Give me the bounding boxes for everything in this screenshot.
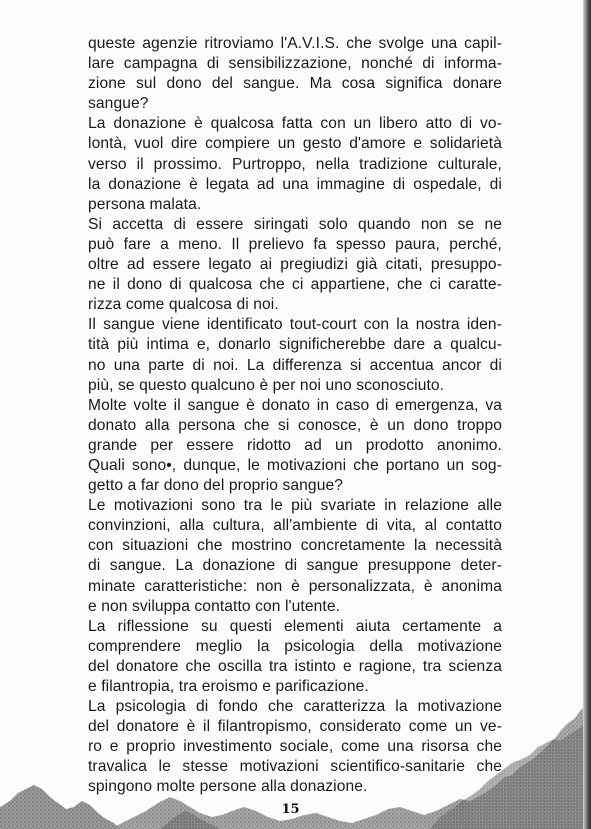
text-line: minate caratteristiche: non è personalizzata, è anonima bbox=[88, 577, 502, 595]
text-line: tità più intima e, donarlo significherebbe dare a qualcu- bbox=[88, 336, 502, 354]
text-line: queste agenzie ritroviamo l'A.V.I.S. che svolge una capil- bbox=[88, 35, 502, 52]
paragraph bbox=[88, 315, 502, 395]
paragraph bbox=[88, 215, 502, 315]
text-line: Le motivazioni sono tra le più svariate in relazione alle bbox=[88, 497, 502, 515]
paragraph bbox=[88, 496, 502, 617]
text-line: lontà, vuol dire compiere un gesto d'amore e solidarietà bbox=[88, 135, 502, 153]
text-line: lare campagna di sensibilizzazione, nonché di informa- bbox=[88, 55, 502, 73]
text-line: comprendere meglio la psicologia della motivazione bbox=[88, 637, 502, 655]
page-edge-shadow bbox=[583, 0, 591, 829]
paragraph bbox=[88, 34, 502, 114]
text-line: Molte volte il sangue è donato in caso di emergenza, va bbox=[88, 396, 502, 414]
text-line: no una parte di noi. La differenza si accentua ancor di bbox=[88, 356, 502, 374]
text-line: La psicologia di fondo che caratterizza la motivazione bbox=[88, 698, 502, 716]
text-line: Si accetta di essere siringati solo quando non se ne bbox=[88, 215, 502, 233]
text-line: oltre ad essere legato ai pregiudizi già citati, presuppo- bbox=[88, 256, 502, 274]
paragraph bbox=[88, 617, 502, 697]
text-line: e non sviluppa contatto con l'utente. bbox=[88, 597, 341, 615]
text-line: zione sul dono del sangue. Ma cosa significa donare bbox=[88, 75, 502, 93]
text-line: di sangue. La donazione di sangue presuppone deter- bbox=[88, 557, 502, 575]
text-line: ne il dono di qualcosa che ci appartiene, che ci caratte- bbox=[88, 276, 502, 294]
page-number-text: 15 bbox=[281, 802, 300, 817]
text-line: e filantropia, tra eroismo e parificazione. bbox=[88, 678, 369, 695]
text-line: grande per essere ridotto ad un prodotto anonimo. bbox=[88, 436, 502, 454]
text-line: più, se questo qualcuno è per noi uno sconosciuto. bbox=[88, 376, 445, 394]
text-line: sangue? bbox=[88, 95, 149, 113]
text-line: del donatore che oscilla tra istinto e ragione, tra scienza bbox=[88, 657, 502, 675]
text-line: Quali sono•, dunque, le motivazioni che portano un sog- bbox=[88, 456, 502, 474]
body-text bbox=[88, 34, 502, 798]
paragraph bbox=[88, 114, 502, 214]
text-line: può fare a meno. Il prelievo fa spesso paura, perché, bbox=[88, 235, 502, 253]
text-line: getto a far dono del proprio sangue? bbox=[88, 477, 344, 495]
text-line: Il sangue viene identificato tout-court con la nostra iden- bbox=[88, 316, 502, 334]
text-line: travalica le stesse motivazioni scientifico-sanitarie che bbox=[88, 758, 502, 776]
text-line: convinzioni, alla cultura, all'ambiente di vita, al contatto bbox=[88, 517, 502, 535]
text-line: La riflessione su questi elementi aiuta certamente a bbox=[88, 617, 502, 635]
text-line: del donatore è il filantropismo, considerato come un ve- bbox=[88, 718, 502, 736]
text-line: La donazione è qualcosa fatta con un libero atto di vo- bbox=[88, 115, 502, 133]
page-number bbox=[0, 802, 591, 817]
paragraph bbox=[88, 396, 502, 496]
text-line: donato alla persona che si conosce, è un dono troppo bbox=[88, 416, 502, 434]
text-line: spingono molte persone alla donazione. bbox=[88, 778, 368, 796]
text-line: la donazione è legata ad una immagine di ospedale, di bbox=[88, 175, 502, 193]
text-line: persona malata. bbox=[88, 195, 202, 213]
text-line: rizza come qualcosa di noi. bbox=[88, 296, 279, 314]
text-line: ro e proprio investimento sociale, come una risorsa che bbox=[88, 738, 502, 756]
text-line: verso il prossimo. Purtroppo, nella tradizione culturale, bbox=[88, 155, 502, 173]
text-line: con situazioni che mostrino concretamente la necessità bbox=[88, 537, 502, 555]
